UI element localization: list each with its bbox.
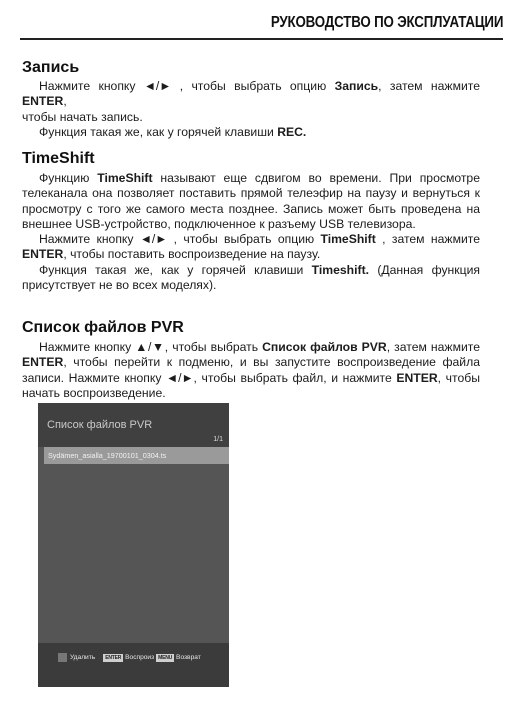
delete-key-icon	[58, 653, 67, 662]
screen-title: Список файлов PVR	[47, 419, 153, 431]
legend-delete: Удалить	[70, 654, 96, 661]
pvr-paragraph	[22, 340, 480, 401]
timeshift-p3: Функция такая же, как у горячей клавиши Timeshift. (Данная функция присутствует не во всех моделях).	[22, 262, 480, 293]
screen-footer	[38, 643, 229, 687]
record-line-3: Функция такая же, как у горячей клавиши REC.	[39, 124, 307, 139]
legend-back: Возврат	[176, 654, 201, 661]
record-paragraph	[22, 79, 480, 140]
header-divider	[20, 38, 503, 40]
enter-key-icon: ENTER	[105, 654, 122, 661]
pvr-file-list	[38, 447, 229, 643]
menu-key-icon: MENU	[158, 654, 173, 661]
file-name: Sydämen_asialla_19700101_0304.ts	[48, 451, 167, 460]
screen-page-indicator: 1/1	[213, 436, 223, 443]
record-line-1: Нажмите кнопку ◄/► , чтобы выбрать опцию Запись, затем нажмите ENTER,	[22, 79, 480, 109]
section-heading-record: Запись	[22, 59, 80, 76]
section-heading-timeshift: TimeShift	[22, 150, 95, 167]
timeshift-p2: Нажмите кнопку ◄/► , чтобы выбрать опцию TimeShift , затем нажмите ENTER, чтобы поставить воспроизведение на паузу.	[22, 232, 480, 262]
timeshift-paragraph	[22, 171, 480, 293]
legend-play: Воспроиз	[125, 654, 155, 661]
manual-header-title: РУКОВОДСТВО ПО ЭКСПЛУАТАЦИИ	[270, 14, 503, 31]
section-heading-pvr: Список файлов PVR	[22, 319, 184, 336]
list-item-selected	[44, 447, 229, 464]
pvr-screen-screenshot	[38, 403, 229, 687]
screen-header	[38, 403, 229, 447]
key-legend	[58, 653, 201, 662]
pvr-p1: Нажмите кнопку ▲/▼, чтобы выбрать Список файлов PVR, затем нажмите ENTER, чтобы перейти к подменю, и вы запустите воспроизведение файла записи. Нажмите кнопку ◄/►, чтобы выбрать файл, и нажмите ENTER, чтобы начать воспроизведение.	[22, 340, 480, 400]
timeshift-p1: Функцию TimeShift называют еще сдвигом во времени. При просмотре телеканала она позволяет поставить прямой телеэфир на паузу и вернуться к просмотру с того же самого места позднее. Запись может быть проведена на внешнее USB-устройство, подключенное к разъему USB телевизора.	[22, 171, 480, 231]
record-line-2: чтобы начать запись.	[22, 109, 143, 124]
